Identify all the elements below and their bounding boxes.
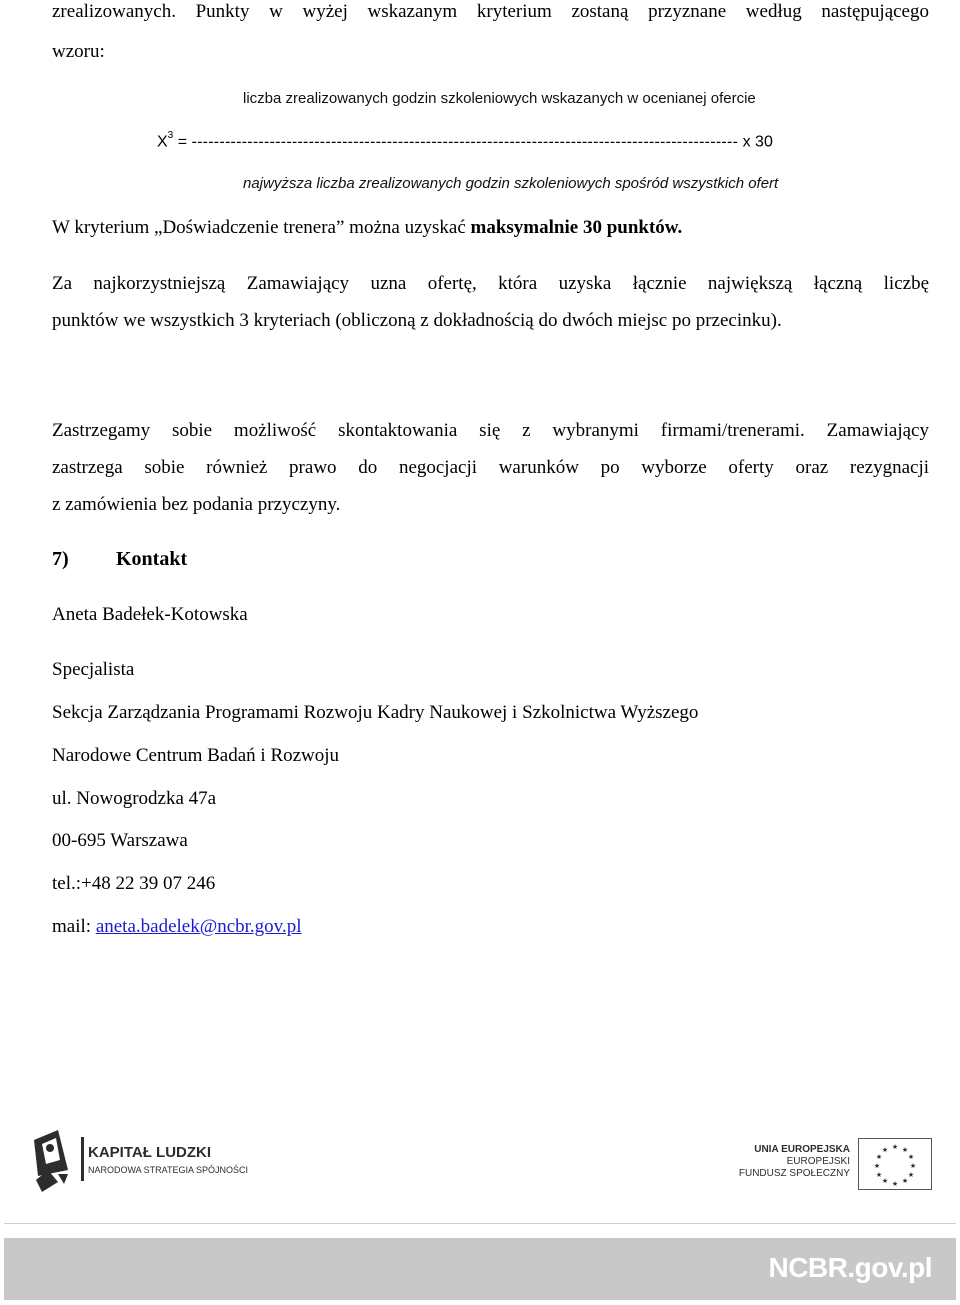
kapital-ludzki-title: KAPITAŁ LUDZKI <box>88 1144 212 1161</box>
svg-text:★: ★ <box>909 1162 917 1170</box>
contact-institution: Narodowe Centrum Badań i Rozwoju <box>52 745 340 766</box>
formula-symbol: X <box>157 133 168 151</box>
paragraph-1-line-1: Za najkorzystniejszą Zamawiający uzna ofertę, która uzyska łącznie największą łączną liczbę <box>52 273 929 294</box>
contact-mail-label: mail: <box>52 916 96 937</box>
svg-text:★: ★ <box>907 1171 915 1179</box>
contact-street: ul. Nowogrodzka 47a <box>52 788 217 809</box>
paragraph-2-line-2: zastrzega sobie również prawo do negocjacji warunków po wyborze oferty oraz rezygnacji <box>52 457 929 478</box>
svg-text:★: ★ <box>891 1180 899 1188</box>
ue-line-2: EUROPEJSKI <box>786 1156 850 1167</box>
svg-text:★: ★ <box>881 1177 889 1185</box>
svg-text:★: ★ <box>891 1143 899 1151</box>
svg-text:★: ★ <box>907 1153 915 1161</box>
intro-line-2: wzoru: <box>52 41 105 62</box>
eu-flag-icon <box>858 1138 932 1190</box>
contact-city: 00-695 Warszawa <box>52 830 188 851</box>
svg-text:★: ★ <box>881 1146 889 1154</box>
formula-fraction-bar: -------------------------------------------------------------------------------------------------- <box>191 133 739 151</box>
svg-text:★: ★ <box>901 1177 909 1185</box>
svg-text:★: ★ <box>901 1146 909 1154</box>
svg-text:★: ★ <box>875 1153 883 1161</box>
contact-mail-link[interactable]: aneta.badelek@ncbr.gov.pl <box>95 916 302 937</box>
ue-text-block <box>720 1144 850 1180</box>
logo-divider <box>81 1137 84 1181</box>
intro-line-1: zrealizowanych. Punkty w wyżej wskazanym kryterium zostaną przyznane według następującego <box>52 1 929 22</box>
paragraph-2-line-3: z zamówienia bez podania przyczyny. <box>52 494 341 515</box>
formula-row <box>157 132 773 151</box>
formula-equals: = <box>177 133 188 151</box>
formula-denominator: najwyższa liczba zrealizowanych godzin szkoleniowych spośród wszystkich ofert <box>243 175 779 192</box>
criterion-note <box>52 216 682 240</box>
section-title: Kontakt <box>116 548 188 570</box>
criterion-note-text: W kryterium „Doświadczenie trenera” można uzyskać <box>52 217 471 238</box>
criterion-note-bold: maksymalnie 30 punktów. <box>470 217 683 238</box>
formula-superscript: 3 <box>167 130 174 141</box>
contact-department: Sekcja Zarządzania Programami Rozwoju Kadry Naukowej i Szkolnictwa Wyższego <box>52 702 699 723</box>
contact-phone: tel.:+48 22 39 07 246 <box>52 873 216 894</box>
ue-line-3: FUNDUSZ SPOŁECZNY <box>738 1168 850 1179</box>
kapital-ludzki-logo-icon <box>28 1130 72 1194</box>
svg-text:★: ★ <box>875 1171 883 1179</box>
svg-text:★: ★ <box>873 1162 881 1170</box>
formula-numerator: liczba zrealizowanych godzin szkoleniowych wskazanych w ocenianej ofercie <box>243 90 756 107</box>
contact-position: Specjalista <box>52 659 135 680</box>
footer-site-link[interactable]: NCBR.gov.pl <box>768 1252 932 1283</box>
footer-divider <box>4 1223 956 1224</box>
paragraph-1-line-2: punktów we wszystkich 3 kryteriach (obliczoną z dokładnością do dwóch miejsc po przecinku). <box>52 310 782 331</box>
paragraph-2-line-1: Zastrzegamy sobie możliwość skontaktowania się z wybranymi firmami/trenerami. Zamawiający <box>52 420 929 441</box>
contact-mail <box>52 915 301 939</box>
contact-name: Aneta Badełek-Kotowska <box>52 604 248 625</box>
section-number: 7) <box>52 548 69 570</box>
kapital-ludzki-subtitle: NARODOWA STRATEGIA SPÓJNOŚCI <box>88 1165 249 1175</box>
ue-line-1: UNIA EUROPEJSKA <box>754 1144 850 1155</box>
formula-multiplier: x 30 <box>742 133 773 151</box>
